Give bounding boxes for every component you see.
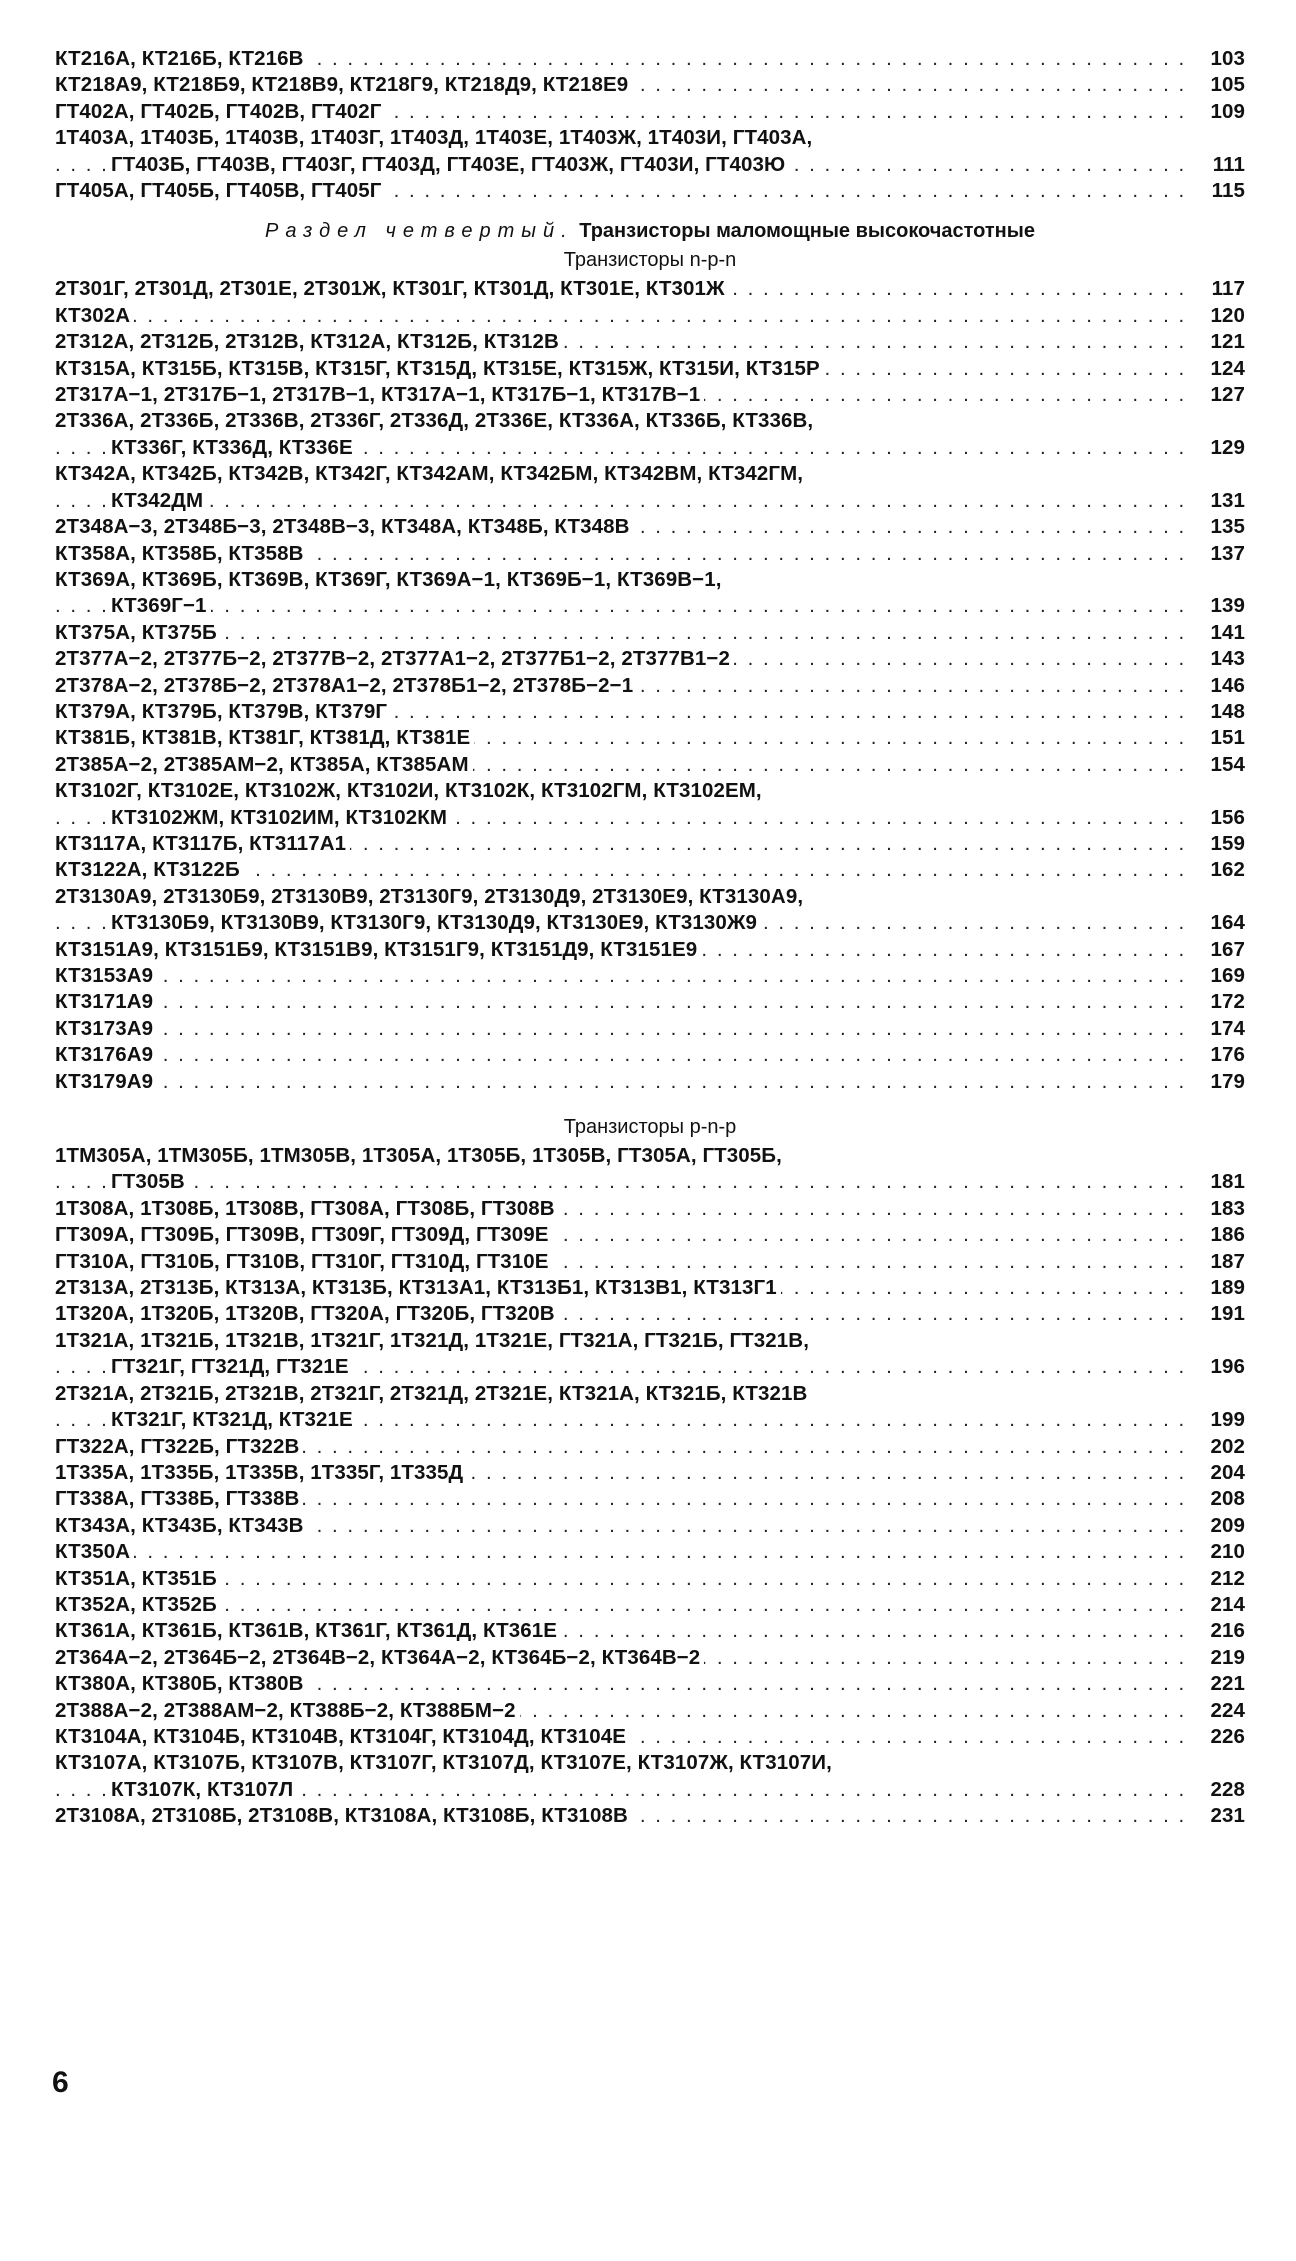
toc-entry-text: КТ380А, КТ380Б, КТ380В — [55, 1672, 308, 1695]
toc-entry-line — [55, 72, 1185, 98]
toc-entry-text: 2Т313А, 2Т313Б, КТ313А, КТ313Б, КТ313А1, КТ313Б1, КТ313В1, КТ313Г1 — [55, 1276, 781, 1299]
toc-entry-text: 2Т336А, 2Т336Б, 2Т336В, 2Т336Г, 2Т336Д, 2Т336Е, КТ336А, КТ336Б, КТ336В, — [55, 409, 817, 432]
toc-page-number: 159 — [1210, 831, 1245, 855]
toc-entry-line — [55, 1750, 1185, 1776]
toc-entry-text: 2Т3130А9, 2Т3130Б9, 2Т3130В9, 2Т3130Г9, 2Т3130Д9, 2Т3130Е9, КТ3130А9, — [55, 885, 807, 908]
toc-entry-line — [55, 1645, 1185, 1671]
toc-entry-line — [55, 1301, 1185, 1327]
toc-page-number: 212 — [1210, 1566, 1245, 1590]
toc-entry-text: ГТ403Б, ГТ403В, ГТ403Г, ГТ403Д, ГТ403Е, ГТ403Ж, ГТ403И, ГТ403Ю — [111, 153, 789, 176]
toc-page-number: 121 — [1210, 330, 1245, 354]
toc-entry — [55, 1016, 1245, 1042]
toc-entry-line — [55, 1777, 1185, 1803]
toc-entry-text: ГТ338А, ГТ338Б, ГТ338В — [55, 1487, 303, 1510]
toc-entry-text: 1ТМ305А, 1ТМ305Б, 1ТМ305В, 1Т305А, 1Т305Б, 1Т305В, ГТ305А, ГТ305Б, — [55, 1144, 786, 1167]
toc-entry-text: КТ315А, КТ315Б, КТ315В, КТ315Г, КТ315Д, КТ315Е, КТ315Ж, КТ315И, КТ315Р — [55, 357, 824, 380]
toc-entry-text: КТ375А, КТ375Б — [55, 621, 221, 644]
toc-entry-line — [55, 1460, 1185, 1486]
toc-entry-line — [55, 910, 1185, 936]
toc-entry — [55, 884, 1245, 937]
toc-page-number: 199 — [1210, 1408, 1245, 1432]
toc-entry-text: 1Т308А, 1Т308Б, 1Т308В, ГТ308А, ГТ308Б, ГТ308В — [55, 1197, 559, 1220]
toc-page-number: 226 — [1210, 1724, 1245, 1748]
toc-list-top — [55, 46, 1245, 204]
toc-entry-line — [55, 329, 1185, 355]
toc-entry — [55, 620, 1245, 646]
toc-entry — [55, 1513, 1245, 1539]
toc-entry-text: ГТ402А, ГТ402Б, ГТ402В, ГТ402Г — [55, 100, 386, 123]
toc-page-number: 135 — [1210, 515, 1245, 539]
toc-page-number: 181 — [1210, 1170, 1245, 1194]
toc-entry-text: 2Т3108А, 2Т3108Б, 2Т3108В, КТ3108А, КТ3108Б, КТ3108В — [55, 1804, 632, 1827]
toc-entry-text: 2Т377А−2, 2Т377Б−2, 2Т377В−2, 2Т377А1−2, 2Т377Б1−2, 2Т377В1−2 — [55, 647, 734, 670]
toc-entry-text: 2Т301Г, 2Т301Д, 2Т301Е, 2Т301Ж, КТ301Г, КТ301Д, КТ301Е, КТ301Ж — [55, 277, 729, 300]
toc-entry — [55, 778, 1245, 831]
toc-entry-line — [55, 514, 1185, 540]
toc-page-number: 187 — [1210, 1249, 1245, 1273]
toc-entry-text: КТ3173А9 — [55, 1017, 157, 1040]
toc-page-number: 210 — [1210, 1540, 1245, 1564]
toc-entry-line — [55, 1407, 1185, 1433]
toc-entry-text: КТ218А9, КТ218Б9, КТ218В9, КТ218Г9, КТ218Д9, КТ218Е9 — [55, 73, 632, 96]
toc-entry — [55, 752, 1245, 778]
toc-entry — [55, 1069, 1245, 1095]
toc-entry-text: КТ3179А9 — [55, 1070, 157, 1093]
toc-page-number: 189 — [1210, 1276, 1245, 1300]
toc-page-number: 183 — [1210, 1196, 1245, 1220]
toc-entry-text: КТ3151А9, КТ3151Б9, КТ3151В9, КТ3151Г9, КТ3151Д9, КТ3151Е9 — [55, 938, 701, 961]
toc-page-number: 109 — [1210, 99, 1245, 123]
toc-entry-text: КТ343А, КТ343Б, КТ343В — [55, 1514, 308, 1537]
toc-page-number: 224 — [1210, 1698, 1245, 1722]
toc-entry-text: ГТ405А, ГТ405Б, ГТ405В, ГТ405Г — [55, 179, 386, 202]
toc-entry-text: 1Т321А, 1Т321Б, 1Т321В, 1Т321Г, 1Т321Д, 1Т321Е, ГТ321А, ГТ321Б, ГТ321В, — [55, 1329, 813, 1352]
toc-entry — [55, 72, 1245, 98]
toc-entry-text: 2Т364А−2, 2Т364Б−2, 2Т364В−2, КТ364А−2, КТ364Б−2, КТ364В−2 — [55, 1646, 704, 1669]
toc-entry — [55, 673, 1245, 699]
toc-page-number: 105 — [1210, 73, 1245, 97]
toc-entry-line — [55, 1143, 1185, 1169]
toc-entry-text: ГТ309А, ГТ309Б, ГТ309В, ГТ309Г, ГТ309Д, ГТ309Е — [55, 1223, 553, 1246]
toc-page-number: 164 — [1210, 911, 1245, 935]
toc-entry-text: КТ216А, КТ216Б, КТ216В — [55, 47, 308, 70]
toc-entry — [55, 1618, 1245, 1644]
toc-entry — [55, 725, 1245, 751]
toc-entry-text: КТ342ДМ — [111, 489, 207, 512]
toc-entry-line — [55, 1354, 1185, 1380]
toc-page-number: 179 — [1210, 1069, 1245, 1093]
toc-entry — [55, 1460, 1245, 1486]
toc-entry-text: КТ3104А, КТ3104Б, КТ3104В, КТ3104Г, КТ3104Д, КТ3104Е — [55, 1725, 630, 1748]
toc-entry-text: ГТ322А, ГТ322Б, ГТ322В — [55, 1435, 303, 1458]
toc-entry — [55, 989, 1245, 1015]
toc-entry-line — [55, 461, 1185, 487]
toc-page-number: 127 — [1210, 383, 1245, 407]
toc-entry-line — [55, 646, 1185, 672]
toc-entry-line — [55, 488, 1185, 514]
toc-entry — [55, 567, 1245, 620]
toc-entry — [55, 46, 1245, 72]
toc-page-number: 172 — [1210, 990, 1245, 1014]
toc-entry — [55, 178, 1245, 204]
toc-entry-line — [55, 1275, 1185, 1301]
toc-page-number: 228 — [1210, 1777, 1245, 1801]
toc-entry-line — [55, 1724, 1185, 1750]
toc-entry — [55, 461, 1245, 514]
toc-entry-text: КТ342А, КТ342Б, КТ342В, КТ342Г, КТ342АМ, КТ342БМ, КТ342ВМ, КТ342ГМ, — [55, 462, 807, 485]
toc-entry — [55, 1301, 1245, 1327]
toc-entry-text: 1Т320А, 1Т320Б, 1Т320В, ГТ320А, ГТ320Б, ГТ320В — [55, 1302, 559, 1325]
toc-entry-line — [55, 435, 1185, 461]
toc-entry-line — [55, 778, 1185, 804]
toc-list-npn — [55, 276, 1245, 1095]
toc-entry-text: ГТ321Г, ГТ321Д, ГТ321Е — [111, 1355, 353, 1378]
toc-entry-line — [55, 541, 1185, 567]
toc-entry-text: КТ3107К, КТ3107Л — [111, 1778, 297, 1801]
toc-entry-line — [55, 276, 1185, 302]
section-title: Транзисторы маломощные высокочастотные — [579, 220, 1035, 243]
toc-entry — [55, 1042, 1245, 1068]
toc-entry — [55, 356, 1245, 382]
toc-entry-text: 2Т348А−3, 2Т348Б−3, 2Т348В−3, КТ348А, КТ348Б, КТ348В — [55, 515, 634, 538]
toc-entry-line — [55, 1249, 1185, 1275]
section-label: Раздел четвертый. — [265, 220, 574, 243]
toc-entry — [55, 99, 1245, 125]
toc-entry-line — [55, 1592, 1185, 1618]
toc-entry-text: КТ3102ЖМ, КТ3102ИМ, КТ3102КМ — [111, 806, 451, 829]
toc-entry — [55, 1328, 1245, 1381]
toc-entry-line — [55, 1803, 1185, 1829]
toc-entry-text: 1Т403А, 1Т403Б, 1Т403В, 1Т403Г, 1Т403Д, 1Т403Е, 1Т403Ж, 1Т403И, ГТ403А, — [55, 126, 816, 149]
toc-page-number: 154 — [1210, 752, 1245, 776]
toc-page-number: 204 — [1210, 1460, 1245, 1484]
toc-entry-line — [55, 1042, 1185, 1068]
toc-entry-text: 2Т312А, 2Т312Б, 2Т312В, КТ312А, КТ312Б, КТ312В — [55, 330, 563, 353]
toc-page-number: 124 — [1210, 356, 1245, 380]
toc-entry-line — [55, 408, 1185, 434]
toc-entry — [55, 646, 1245, 672]
toc-page-number: 139 — [1210, 594, 1245, 618]
toc-entry-line — [55, 1069, 1185, 1095]
toc-entry-line — [55, 1222, 1185, 1248]
toc-entry — [55, 1803, 1245, 1829]
toc-page-number: 117 — [1211, 277, 1245, 301]
toc-entry-text: КТ381Б, КТ381В, КТ381Г, КТ381Д, КТ381Е — [55, 726, 474, 749]
toc-entry-line — [55, 1486, 1185, 1512]
toc-entry-text: КТ3102Г, КТ3102Е, КТ3102Ж, КТ3102И, КТ3102К, КТ3102ГМ, КТ3102ЕМ, — [55, 779, 766, 802]
toc-page-number: 111 — [1212, 152, 1245, 176]
toc-entry — [55, 1486, 1245, 1512]
toc-entry-text: КТ358А, КТ358Б, КТ358В — [55, 542, 308, 565]
toc-page-number: 208 — [1210, 1487, 1245, 1511]
toc-entry-line — [55, 1539, 1185, 1565]
toc-entry — [55, 963, 1245, 989]
toc-entry — [55, 1143, 1245, 1196]
toc-page-number: 221 — [1210, 1672, 1245, 1696]
toc-entry-line — [55, 857, 1185, 883]
toc-page-number: 214 — [1210, 1592, 1245, 1616]
toc-entry — [55, 1196, 1245, 1222]
toc-entry-line — [55, 125, 1185, 151]
toc-entry-text: 2Т385А−2, 2Т385АМ−2, КТ385А, КТ385АМ — [55, 753, 473, 776]
toc-entry — [55, 514, 1245, 540]
toc-entry-text: КТ379А, КТ379Б, КТ379В, КТ379Г — [55, 700, 391, 723]
toc-entry-line — [55, 356, 1185, 382]
toc-entry-text: КТ3130Б9, КТ3130В9, КТ3130Г9, КТ3130Д9, КТ3130Е9, КТ3130Ж9 — [111, 911, 761, 934]
toc-page-number: 196 — [1210, 1355, 1245, 1379]
toc-page-number: 191 — [1210, 1302, 1245, 1326]
toc-entry — [55, 382, 1245, 408]
toc-entry-text: КТ3171А9 — [55, 990, 157, 1013]
toc-entry — [55, 1539, 1245, 1565]
page-folio: 6 — [52, 2066, 69, 2099]
toc-entry — [55, 1750, 1245, 1803]
toc-page-number: 151 — [1210, 726, 1245, 750]
toc-entry — [55, 1434, 1245, 1460]
toc-page-number: 176 — [1210, 1043, 1245, 1067]
toc-entry-line — [55, 1196, 1185, 1222]
toc-page-number: 115 — [1211, 179, 1245, 203]
toc-entry-text: КТ3122А, КТ3122Б — [55, 858, 244, 881]
toc-page-number: 103 — [1210, 47, 1245, 70]
toc-entry-text: КТ351А, КТ351Б — [55, 1567, 221, 1590]
toc-entry-line — [55, 1671, 1185, 1697]
toc-entry-line — [55, 831, 1185, 857]
toc-entry — [55, 1645, 1245, 1671]
toc-page-number: 231 — [1210, 1804, 1245, 1828]
toc-page-number: 120 — [1210, 303, 1245, 327]
toc-entry-line — [55, 620, 1185, 646]
toc-page-number: 146 — [1210, 673, 1245, 697]
toc-page-number: 174 — [1210, 1016, 1245, 1040]
toc-entry-text: КТ361А, КТ361Б, КТ361В, КТ361Г, КТ361Д, КТ361Е — [55, 1619, 561, 1642]
toc-entry-line — [55, 699, 1185, 725]
toc-entry-text: КТ3117А, КТ3117Б, КТ3117А1 — [55, 832, 350, 855]
toc-entry — [55, 1566, 1245, 1592]
toc-entry-text: КТ302А — [55, 304, 134, 327]
toc-entry-line — [55, 1328, 1185, 1354]
toc-page-number: 131 — [1210, 488, 1245, 512]
toc-entry — [55, 1592, 1245, 1618]
toc-entry-line — [55, 1434, 1185, 1460]
toc-entry-line — [55, 725, 1185, 751]
toc-entry — [55, 1724, 1245, 1750]
toc-page-number: 162 — [1210, 858, 1245, 882]
toc-entry — [55, 541, 1245, 567]
toc-entry — [55, 1381, 1245, 1434]
toc-entry-line — [55, 752, 1185, 778]
toc-entry-line — [55, 1513, 1185, 1539]
toc-entry-line — [55, 178, 1185, 204]
toc-entry — [55, 1249, 1245, 1275]
toc-page-number: 148 — [1210, 699, 1245, 723]
toc-entry-text: КТ3176А9 — [55, 1043, 157, 1066]
toc-entry — [55, 329, 1245, 355]
toc-entry — [55, 303, 1245, 329]
toc-entry-text: КТ369А, КТ369Б, КТ369В, КТ369Г, КТ369А−1, КТ369Б−1, КТ369В−1, — [55, 568, 726, 591]
toc-entry-text: 1Т335А, 1Т335Б, 1Т335В, 1Т335Г, 1Т335Д — [55, 1461, 467, 1484]
toc-page-number: 209 — [1210, 1513, 1245, 1537]
toc-entry-line — [55, 152, 1185, 178]
toc-entry-text: КТ336Г, КТ336Д, КТ336Е — [111, 436, 357, 459]
toc-entry — [55, 1698, 1245, 1724]
toc-entry-line — [55, 1698, 1185, 1724]
toc-entry-line — [55, 1016, 1185, 1042]
toc-entry — [55, 276, 1245, 302]
toc-entry — [55, 857, 1245, 883]
toc-entry-text: КТ3153А9 — [55, 964, 157, 987]
toc-list-pnp — [55, 1143, 1245, 1830]
toc-entry-line — [55, 1566, 1185, 1592]
toc-page-number: 167 — [1210, 937, 1245, 961]
npn-heading: Транзисторы n-p-n — [563, 249, 737, 272]
pnp-heading: Транзисторы p-n-p — [563, 1116, 737, 1139]
toc-entry-line — [55, 1618, 1185, 1644]
toc-page-number: 141 — [1210, 620, 1245, 644]
toc-entry-line — [55, 382, 1185, 408]
toc-entry-line — [55, 673, 1185, 699]
section-heading — [55, 218, 1245, 244]
toc-entry-text: 2Т321А, 2Т321Б, 2Т321В, 2Т321Г, 2Т321Д, 2Т321Е, КТ321А, КТ321Б, КТ321В — [55, 1382, 811, 1405]
toc-entry-text: КТ3107А, КТ3107Б, КТ3107В, КТ3107Г, КТ3107Д, КТ3107Е, КТ3107Ж, КТ3107И, — [55, 1751, 836, 1774]
toc-page-number: 137 — [1210, 541, 1245, 565]
toc-entry — [55, 937, 1245, 963]
toc-entry-text: 2Т317А−1, 2Т317Б−1, 2Т317В−1, КТ317А−1, КТ317Б−1, КТ317В−1 — [55, 383, 704, 406]
toc-entry-line — [55, 805, 1185, 831]
toc-entry — [55, 699, 1245, 725]
toc-entry-text: КТ350А — [55, 1540, 134, 1563]
toc-page-number: 202 — [1210, 1434, 1245, 1458]
toc-entry-line — [55, 593, 1185, 619]
toc-entry-line — [55, 567, 1185, 593]
toc-entry-line — [55, 46, 1185, 72]
toc-entry-text: 2Т378А−2, 2Т378Б−2, 2Т378А1−2, 2Т378Б1−2, 2Т378Б−2−1 — [55, 674, 637, 697]
toc-page-number: 156 — [1210, 805, 1245, 829]
toc-entry — [55, 831, 1245, 857]
toc-page-number: 129 — [1210, 435, 1245, 459]
toc-page-number: 186 — [1210, 1223, 1245, 1247]
toc-entry-text: КТ321Г, КТ321Д, КТ321Е — [111, 1408, 357, 1431]
toc-entry — [55, 1671, 1245, 1697]
toc-entry — [55, 125, 1245, 178]
toc-entry-line — [55, 884, 1185, 910]
toc-entry — [55, 408, 1245, 461]
toc-entry-line — [55, 1381, 1185, 1407]
toc-entry-line — [55, 303, 1185, 329]
toc-entry-text: КТ369Г−1 — [111, 594, 211, 617]
toc-page-number: 143 — [1210, 647, 1245, 671]
toc-entry-text: 2Т388А−2, 2Т388АМ−2, КТ388Б−2, КТ388БМ−2 — [55, 1699, 520, 1722]
toc-entry-line — [55, 99, 1185, 125]
toc-entry-text: ГТ305В — [111, 1170, 189, 1193]
toc-page-number: 216 — [1210, 1619, 1245, 1643]
toc-entry-line — [55, 937, 1185, 963]
toc-page — [55, 46, 1245, 1830]
toc-page-number: 219 — [1210, 1645, 1245, 1669]
toc-entry-line — [55, 1169, 1185, 1195]
toc-entry — [55, 1275, 1245, 1301]
toc-entry-line — [55, 963, 1185, 989]
toc-entry-text: ГТ310А, ГТ310Б, ГТ310В, ГТ310Г, ГТ310Д, ГТ310Е — [55, 1250, 553, 1273]
toc-entry-text: КТ352А, КТ352Б — [55, 1593, 221, 1616]
toc-page-number: 169 — [1210, 964, 1245, 987]
toc-entry-line — [55, 989, 1185, 1015]
toc-entry — [55, 1222, 1245, 1248]
